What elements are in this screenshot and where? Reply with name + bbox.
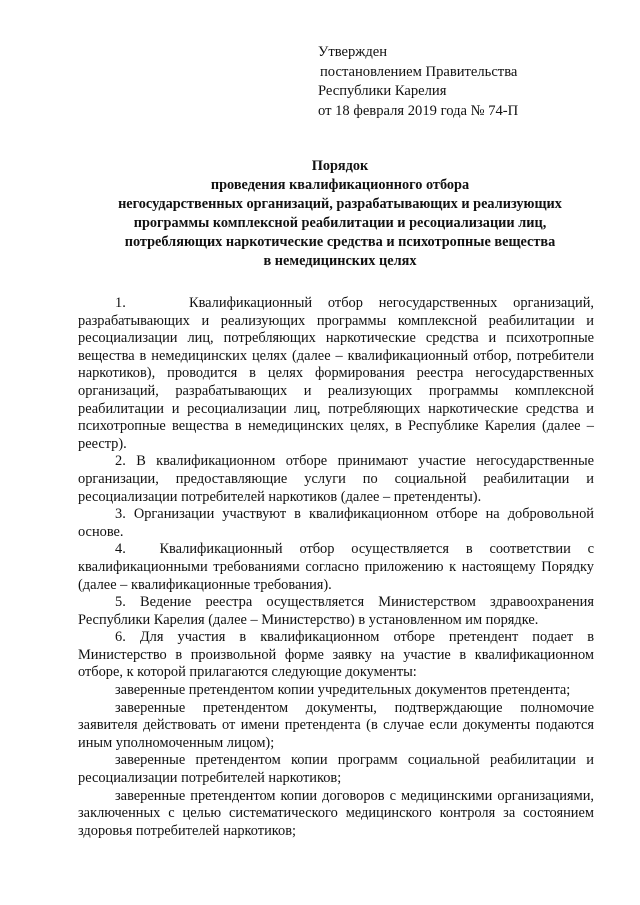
paragraph: заверенные претендентом копии учредительных документов претендента; — [115, 682, 571, 699]
title-line: потребляющих наркотические средства и психотропные вещества — [124, 234, 556, 250]
approval-block — [318, 43, 518, 121]
approval-line: от 18 февраля 2019 года № 74-П — [318, 102, 519, 119]
paragraph: заверенные претендентом документы, подтверждающие полномочие заявителя действовать от имени претендента (в случае если документы подаются иным уполномоченным лицом); — [78, 699, 594, 751]
title-line: Порядок — [311, 158, 369, 174]
approval-line: Республики Карелия — [318, 83, 447, 99]
title-line: программы комплексной реабилитации и ресоциализации лиц, — [133, 215, 547, 231]
document-title — [60, 157, 620, 271]
paragraph: 2. В квалификационном отборе принимают участие негосударственные организации, предоставляющие услуги по социальной реабилитации и ресоциализации потребителей наркотиков (далее – претенденты). — [78, 453, 594, 505]
title-line: проведения квалификационного отбора — [210, 177, 470, 193]
paragraph: заверенные претендентом копии программ социальной реабилитации и ресоциализации потребителей наркотиков; — [78, 752, 594, 787]
paragraph: 6. Для участия в квалификационном отборе претендент подает в Министерство в произвольной форме заявку на участие в квалификационном отборе, к которой прилагаются следующие документы: — [78, 629, 594, 681]
paragraph: заверенные претендентом копии договоров с медицинскими организациями, заключенных с целью систематического медицинского контроля за состоянием здоровья потребителей наркотиков; — [78, 787, 594, 839]
title-line: негосударственных организаций, разрабатывающих и реализующих — [118, 196, 562, 212]
paragraph: 5. Ведение реестра осуществляется Министерством здравоохранения Республики Карелия (далее – Министерство) в установленном им порядке. — [78, 594, 594, 628]
title-line: в немедицинских целях — [263, 253, 417, 269]
approval-line: постановлением Правительства — [320, 63, 518, 80]
paragraph: 1. Квалификационный отбор негосударственных организаций, разрабатывающих и реализующих программы комплексной реабилитации и ресоциализации лиц, потребляющих наркотические средства и психотропные вещества в немедицинских целях (далее – квалификационный отбор, потребители наркотиков), проводится в целях формирования реестра негосударственных организаций, разрабатывающих и реализующих программы комплексной реабилитации и ресоциализации лиц, потребляющих наркотические средства и психотропные вещества в немедицинских целях, в Республике Карелия (далее – реестр). — [78, 295, 594, 452]
paragraph: 4. Квалификационный отбор осуществляется в соответствии с квалификационными требованиями согласно приложению к настоящему Порядку (далее – квалификационные требования). — [78, 541, 594, 593]
document-body — [78, 295, 594, 840]
approval-line: Утвержден — [318, 44, 388, 60]
paragraph: 3. Организации участвуют в квалификационном отборе на добровольной основе. — [78, 506, 594, 540]
